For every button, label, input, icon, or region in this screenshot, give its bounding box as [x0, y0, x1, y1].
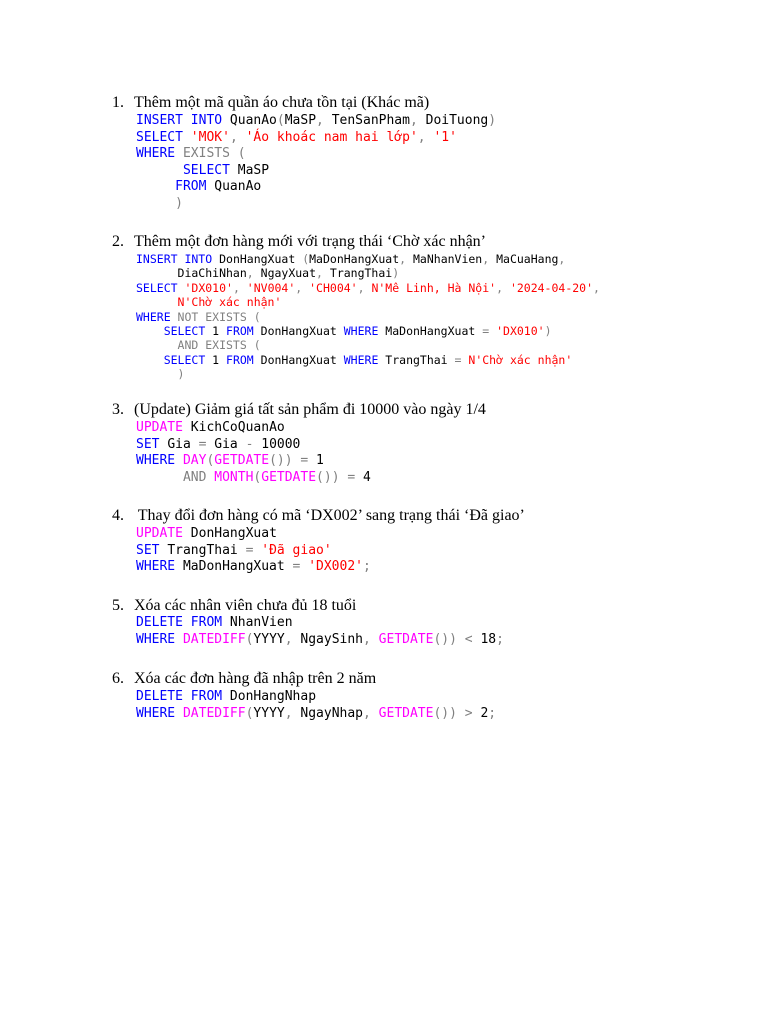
code-token: GETDATE	[378, 705, 434, 721]
code-token: MaSP	[284, 113, 317, 128]
item-number: 1.	[112, 94, 124, 111]
code-token: AND EXISTS (	[177, 338, 261, 353]
code-token: 4	[363, 469, 371, 485]
sql-code-block	[136, 420, 371, 486]
code-line	[136, 338, 600, 352]
code-token: FROM	[175, 179, 215, 194]
code-line	[136, 543, 371, 560]
code-line	[136, 266, 600, 280]
code-token: (	[276, 113, 285, 128]
code-token: NgayXuat	[260, 266, 317, 281]
code-token: ,	[229, 129, 246, 145]
code-token: 'DX010'	[184, 280, 233, 295]
code-token: N'Chờ xác nhận'	[468, 352, 573, 367]
code-token: YYYY	[253, 631, 285, 647]
item-title	[112, 507, 525, 525]
code-token: )	[488, 113, 497, 128]
code-token: GETDATE	[378, 631, 434, 647]
code-token: =	[245, 542, 262, 558]
code-token: GETDATE	[214, 453, 270, 468]
code-token: (	[253, 469, 262, 485]
code-token: TrangThai	[329, 266, 393, 281]
code-token: TrangThai	[167, 542, 246, 558]
code-token: DonHangXuat	[260, 352, 344, 367]
code-token: WHERE	[136, 453, 183, 468]
code-token: TenSanPham	[331, 113, 410, 128]
code-token: DELETE FROM	[136, 615, 230, 630]
code-line	[136, 420, 371, 437]
code-token: ;	[496, 631, 504, 647]
code-token: AND	[182, 469, 215, 485]
code-token: DATEDIFF	[182, 631, 246, 647]
item-number: 2.	[112, 233, 124, 250]
item-title	[112, 597, 356, 615]
code-line	[136, 324, 600, 338]
code-line	[136, 179, 496, 196]
code-token: )	[544, 323, 552, 338]
code-token: MaDonHangXuat	[385, 323, 483, 338]
code-token: MaDonHangXuat	[182, 559, 293, 574]
code-token	[136, 324, 164, 338]
code-token: DonHangXuat	[190, 526, 277, 541]
code-line	[136, 146, 496, 163]
code-token: 'NV004'	[246, 280, 296, 295]
code-line	[136, 353, 600, 367]
code-token: SELECT	[182, 162, 238, 178]
code-token: DAY	[182, 453, 207, 468]
code-token: ,	[316, 113, 332, 128]
code-token: QuanAo	[229, 113, 277, 128]
code-token: ()) >	[433, 705, 481, 721]
code-token: WHERE	[136, 309, 178, 324]
code-token: (	[245, 705, 254, 721]
code-token: DonHangNhap	[229, 689, 317, 704]
code-token	[136, 338, 178, 352]
code-token: SET	[136, 542, 168, 558]
code-token: ,	[409, 113, 426, 128]
code-token: )	[177, 367, 185, 382]
code-token: )	[175, 195, 183, 211]
code-token: 'DX010'	[496, 323, 545, 338]
code-token: WHERE	[136, 631, 183, 647]
code-token: EXISTS (	[182, 146, 246, 161]
item-title	[112, 401, 486, 419]
code-token: UPDATE	[136, 420, 191, 435]
code-token: YYYY	[253, 705, 285, 721]
item-number: 5.	[112, 597, 124, 614]
code-token	[136, 470, 183, 485]
code-token: QuanAo	[214, 179, 262, 194]
code-token: DoiTuong	[425, 113, 489, 128]
code-line	[136, 526, 371, 543]
code-token: 2	[480, 705, 489, 721]
item-title-text: Xóa các nhân viên chưa đủ 18 tuổi	[134, 597, 357, 614]
code-line	[136, 295, 600, 309]
code-token: =	[454, 352, 469, 367]
code-token: KichCoQuanAo	[190, 420, 285, 435]
code-token: -	[245, 436, 262, 452]
code-token: ,	[232, 280, 247, 295]
code-token: SELECT	[163, 323, 213, 338]
code-token: 1	[212, 323, 227, 338]
sql-code-block	[136, 615, 504, 648]
code-token: ,	[593, 280, 600, 295]
code-token: SELECT	[136, 129, 191, 145]
code-token: ;	[363, 559, 371, 574]
code-line	[136, 706, 496, 723]
code-token: ,	[558, 252, 566, 266]
code-token: NgaySinh	[300, 631, 364, 647]
code-token: 1	[212, 352, 227, 367]
code-token: =	[482, 323, 497, 338]
code-token: )	[392, 266, 400, 281]
code-token: =	[198, 436, 215, 452]
item-title-text: Thêm một đơn hàng mới với trạng thái ‘Chờ xác nhận’	[134, 233, 486, 250]
item-title	[112, 233, 486, 251]
item-title	[112, 94, 429, 112]
item-title-text: Xóa các đơn hàng đã nhập trên 2 năm	[134, 670, 377, 687]
code-token: WHERE	[136, 559, 183, 574]
code-token: WHERE	[136, 705, 183, 721]
code-token: WHERE	[343, 352, 386, 367]
code-token: FROM	[226, 352, 261, 367]
code-line	[136, 689, 496, 706]
code-token: ,	[363, 631, 379, 647]
item-title-text: Thay đổi đơn hàng có mã ‘DX002’ sang trạng thái ‘Đã giao’	[134, 507, 525, 524]
code-line	[136, 367, 600, 381]
item-number: 6.	[112, 670, 124, 687]
code-token: ()) =	[316, 469, 364, 485]
code-token: 'DX002'	[308, 559, 363, 574]
code-token: 'CH004'	[309, 280, 358, 295]
code-token: '2024-04-20'	[509, 280, 594, 295]
code-token: (	[206, 453, 215, 468]
code-line	[136, 632, 504, 649]
code-token: SELECT	[136, 280, 185, 295]
code-token: DonHangXuat	[219, 252, 303, 266]
item-title-text: (Update) Giảm giá tất sản phẩm đi 10000 vào ngày 1/4	[134, 401, 486, 418]
code-token: ,	[399, 252, 413, 266]
code-line	[136, 310, 600, 324]
code-line	[136, 281, 600, 295]
code-token: N'Chờ xác nhận'	[177, 295, 282, 310]
code-line	[136, 113, 496, 130]
code-line	[136, 163, 496, 180]
code-token: ,	[284, 631, 301, 647]
sql-code-block	[136, 689, 496, 722]
code-token: DATEDIFF	[182, 705, 246, 721]
code-token: WHERE	[136, 146, 183, 161]
code-token: MaCuaHang	[496, 252, 559, 266]
code-token: NOT EXISTS (	[177, 309, 261, 324]
code-token: ,	[363, 705, 379, 721]
code-token: Gia	[167, 436, 199, 452]
code-token	[136, 295, 178, 309]
code-token: 10000	[261, 436, 301, 452]
code-token	[136, 367, 178, 381]
code-token: SET	[136, 436, 168, 452]
code-token: ,	[295, 280, 310, 295]
sql-code-block	[136, 252, 600, 382]
code-token: NhanVien	[229, 615, 293, 630]
item-number: 4.	[112, 507, 124, 524]
code-token: 'Áo khoác nam hai lớp'	[245, 129, 418, 145]
sql-code-block	[136, 113, 496, 212]
code-token: (	[245, 631, 254, 647]
code-token: NgayNhap	[300, 705, 364, 721]
code-token: 1	[316, 453, 324, 468]
code-token: MONTH	[214, 469, 254, 485]
code-token: DonHangXuat	[260, 323, 344, 338]
code-token: ()) <	[433, 631, 481, 647]
code-line	[136, 559, 371, 576]
code-token: FROM	[226, 323, 261, 338]
code-token: ;	[488, 705, 497, 721]
code-token: N'Mê Linh, Hà Nội'	[371, 280, 497, 295]
code-token	[136, 353, 164, 367]
item-title-text: Thêm một mã quần áo chưa tồn tại (Khác mã)	[134, 94, 430, 111]
code-token: GETDATE	[261, 469, 317, 485]
item-number: 3.	[112, 401, 124, 418]
code-line	[136, 130, 496, 147]
code-token: ,	[246, 266, 261, 281]
code-line	[136, 196, 496, 213]
sql-code-block	[136, 526, 371, 576]
code-token: =	[292, 559, 309, 574]
code-line	[136, 453, 371, 470]
code-token: DELETE FROM	[136, 689, 230, 704]
code-token: '1'	[433, 129, 457, 145]
code-token: MaSP	[237, 162, 270, 178]
code-token: MaNhanVien	[413, 252, 483, 266]
item-title	[112, 670, 376, 688]
code-token: SELECT	[163, 352, 213, 367]
code-token: (	[302, 252, 310, 266]
code-token: ()) =	[269, 453, 317, 468]
code-line	[136, 437, 371, 454]
code-token: 'MOK'	[190, 129, 230, 145]
code-token: DiaChiNhan	[136, 266, 247, 281]
code-token: INSERT INTO	[136, 113, 230, 128]
code-line	[136, 252, 600, 266]
code-token: 18	[480, 631, 497, 647]
code-token: TrangThai	[385, 352, 455, 367]
code-token: UPDATE	[136, 526, 191, 541]
code-token: ,	[284, 705, 301, 721]
code-token	[136, 179, 175, 194]
code-token: ,	[316, 266, 330, 281]
code-token: INSERT INTO	[136, 252, 220, 266]
code-token: Gia	[214, 436, 246, 452]
code-token: ,	[417, 129, 434, 145]
code-line	[136, 615, 504, 632]
code-token: ,	[496, 280, 510, 295]
code-token: ,	[482, 252, 497, 266]
code-line	[136, 470, 371, 487]
code-token	[136, 196, 175, 211]
code-token: ,	[357, 280, 372, 295]
code-token: MaDonHangXuat	[309, 252, 400, 266]
code-token	[136, 163, 183, 178]
code-token: 'Đã giao'	[261, 542, 332, 558]
code-token: WHERE	[343, 323, 386, 338]
